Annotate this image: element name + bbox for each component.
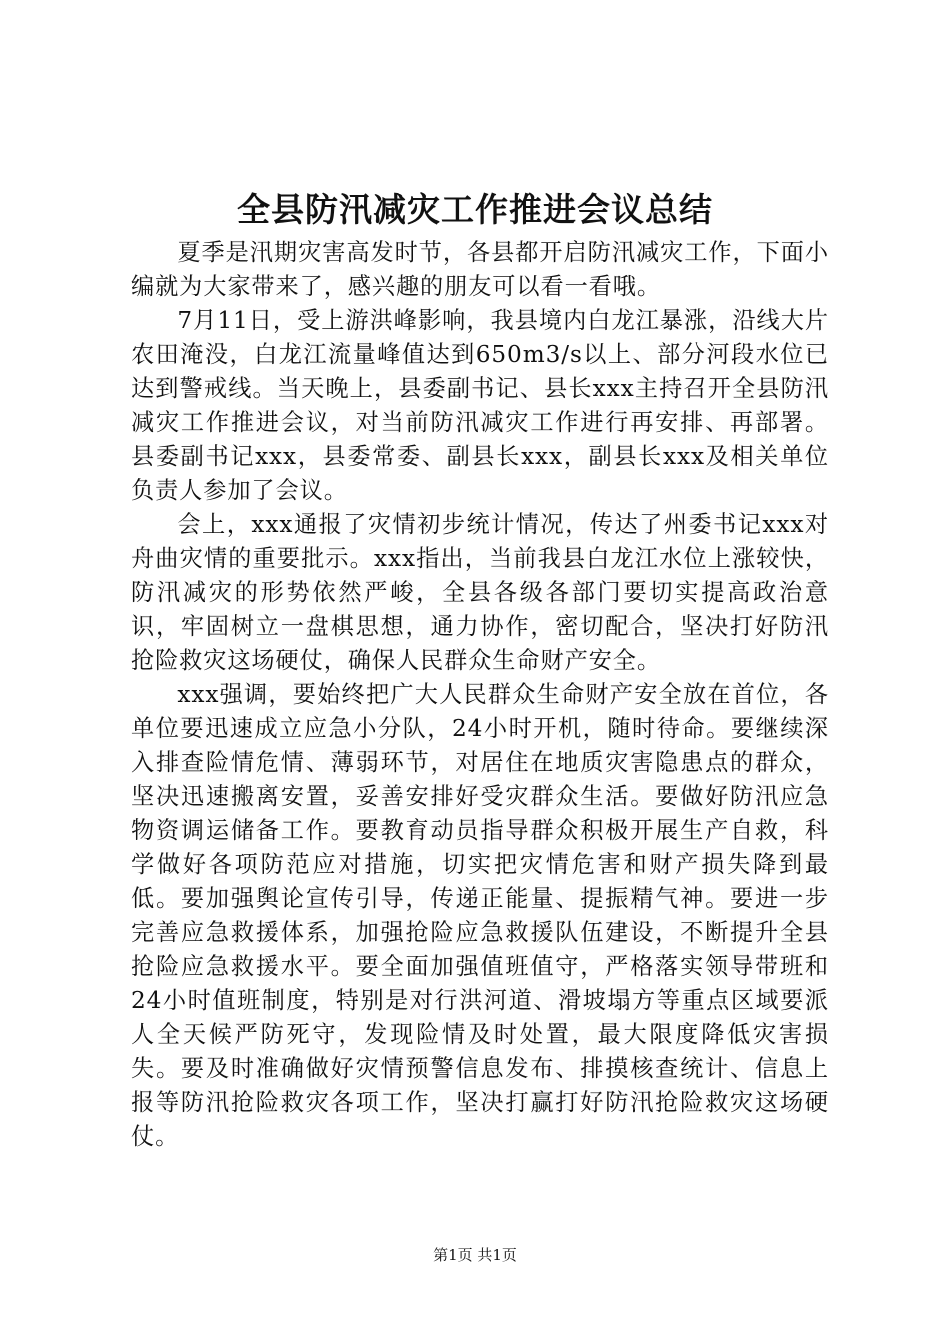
document-body (131, 236, 829, 1154)
body-paragraph-background: 7月11日，受上游洪峰影响，我县境内白龙江暴涨，沿线大片农田淹没，白龙江流量峰值达到650m3/s以上、部分河段水位已达到警戒线。当天晚上，县委副书记、县长xxx主持召开全县防汛减灾工作推进会议，对当前防汛减灾工作进行再安排、再部署。县委副书记xxx，县委常委、副县长xxx，副县长xxx及相关单位负责人参加了会议。 (131, 307, 829, 504)
body-paragraph-meeting: 会上，xxx通报了灾情初步统计情况，传达了州委书记xxx对舟曲灾情的重要批示。xxx指出，当前我县白龙江水位上涨较快，防汛减灾的形势依然严峻，全县各级各部门要切实提高政治意识，牢固树立一盘棋思想，通力协作，密切配合，坚决打好防汛抢险救灾这场硬仗，确保人民群众生命财产安全。 (131, 511, 829, 674)
document-title: 全县防汛减灾工作推进会议总结 (237, 190, 713, 229)
body-paragraph-requirements: xxx强调，要始终把广大人民群众生命财产安全放在首位，各单位要迅速成立应急小分队，24小时开机，随时待命。要继续深入排查险情危情、薄弱环节，对居住在地质灾害隐患点的群众，坚决迅速搬离安置，妥善安排好受灾群众生活。要做好防汛应急物资调运储备工作。要教育动员指导群众积极开展生产自救，科学做好各项防范应对措施，切实把灾情危害和财产损失降到最低。要加强舆论宣传引导，传递正能量、提振精气神。要进一步完善应急救援体系，加强抢险应急救援队伍建设，不断提升全县抢险应急救援水平。要全面加强值班值守，严格落实领导带班和24小时值班制度，特别是对行洪河道、滑坡塌方等重点区域要派人全天候严防死守，发现险情及时处置，最大限度降低灾害损失。要及时准确做好灾情预警信息发布、排摸核查统计、信息上报等防汛抢险救灾各项工作，坚决打赢打好防汛抢险救灾这场硬仗。 (131, 681, 829, 1150)
body-paragraph-intro: 夏季是汛期灾害高发时节，各县都开启防汛减灾工作，下面小编就为大家带来了，感兴趣的朋友可以看一看哦。 (131, 239, 829, 300)
page-footer: 第1页 共1页 (433, 1246, 517, 1264)
